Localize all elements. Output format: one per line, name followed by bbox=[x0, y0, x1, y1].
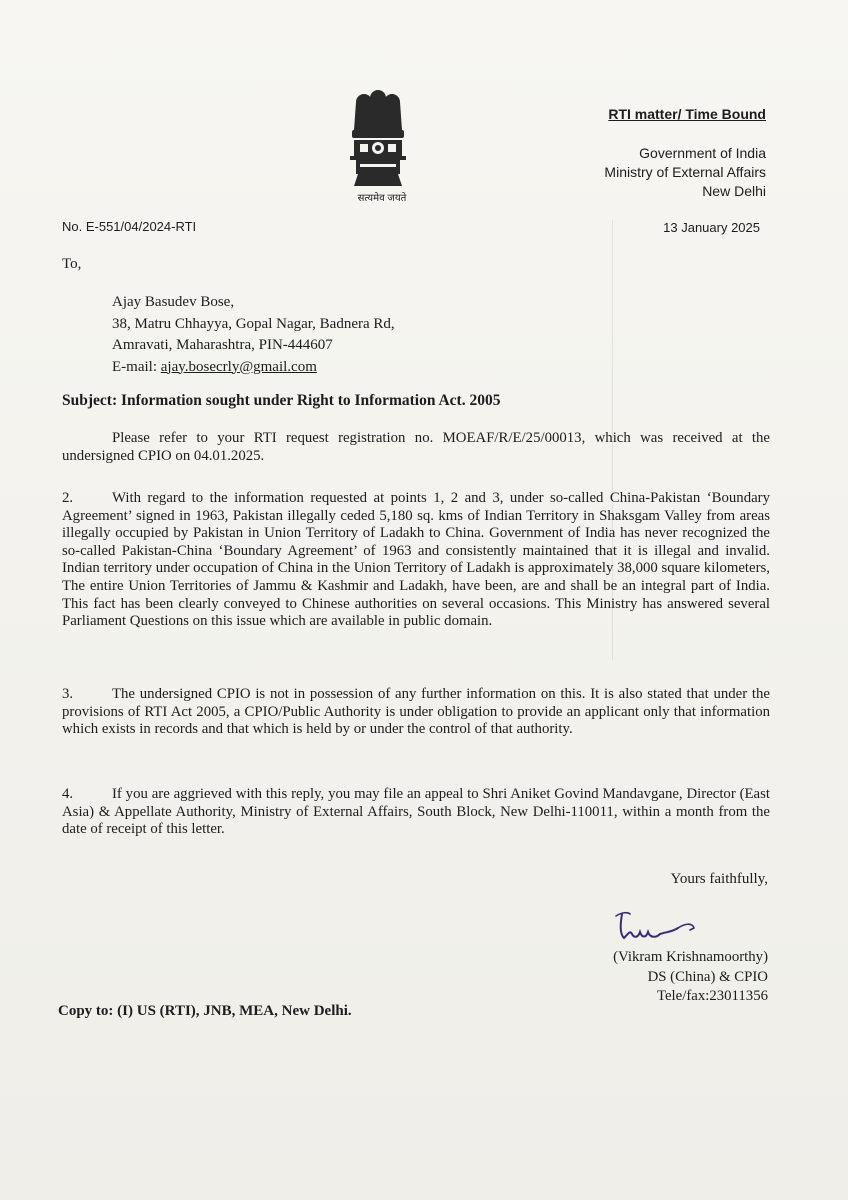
email-link[interactable]: ajay.bosecrly@gmail.com bbox=[160, 358, 317, 375]
paragraph-4 bbox=[62, 786, 770, 839]
issuing-organization bbox=[560, 144, 766, 201]
email-line bbox=[112, 357, 395, 379]
subject-line: Subject: Information sought under Right to Information Act. 2005 bbox=[62, 392, 501, 409]
paragraph-4-number: 4. bbox=[62, 786, 74, 802]
org-line-city: New Delhi bbox=[702, 183, 766, 199]
paragraph-2-number: 2. bbox=[62, 490, 74, 506]
address-line-1: 38, Matru Chhayya, Gopal Nagar, Badnera Rd, bbox=[112, 315, 395, 332]
emblem-motto: सत्यमेव जयते bbox=[357, 193, 407, 204]
salutation-to: To, bbox=[62, 256, 82, 272]
email-label: E-mail: bbox=[112, 358, 161, 375]
paragraph-2 bbox=[62, 490, 770, 631]
address-line-2: Amravati, Maharashtra, PIN-444607 bbox=[112, 337, 333, 353]
state-emblem-icon bbox=[338, 86, 418, 206]
paragraph-4-text: If you are aggrieved with this reply, you may file an appeal to Shri Aniket Govind Mandavgane, Director (East Asia) & Appellate Authority, Ministry of External Affairs, South Block, New Delhi-110011, within a month from the date of receipt of this letter. bbox=[62, 786, 770, 838]
paragraph-3-number: 3. bbox=[62, 686, 74, 702]
letter-date: 13 January 2025 bbox=[663, 220, 760, 235]
recipient-name: Ajay Basudev Bose, bbox=[112, 294, 235, 310]
org-line-ministry: Ministry of External Affairs bbox=[604, 164, 766, 180]
signatory-telefax: Tele/fax:23011356 bbox=[656, 988, 768, 1004]
paragraph-3-text: The undersigned CPIO is not in possession of any further information on this. It is also stated that under the provisions of RTI Act 2005, a CPIO/Public Authority is under obligation to provide an applicant only that information which exists in records and that which is held by or under the control of that authority. bbox=[62, 686, 770, 738]
paragraph-2-text: With regard to the information requested at points 1, 2 and 3, under so-called China-Pakistan ‘Boundary Agreement’ signed in 1963, Pakistan illegally ceded 5,180 sq. kms of Indian Territory in Shaksgam Valley from areas illegally occupied by Pakistan in Union Territory of Ladakh to China. Government of India has never recognized the so-called Pakistan-China ‘Boundary Agreement’ of 1963 and consistently maintained that it is illegal and invalid. Indian territory under occupation of China in the Union Territory of Ladakh is approximately 38,000 square kilometers, The entire Union Territories of Jammu & Kashmir and Ladakh, have been, are and shall be an integral part of India. This fact has been clearly conveyed to Chinese authorities on several occasions. This Ministry has answered several Parliament Questions on this issue which are available in public domain. bbox=[62, 490, 770, 630]
signatory-designation: DS (China) & CPIO bbox=[647, 968, 768, 985]
signatory-name: (Vikram Krishnamoorthy) bbox=[613, 949, 768, 965]
rti-matter-label: RTI matter/ Time Bound bbox=[608, 106, 766, 122]
paragraph-1: Please refer to your RTI request registration no. MOEAF/R/E/25/00013, which was received at the undersigned CPIO on 04.01.2025. bbox=[62, 430, 770, 464]
org-line-government: Government of India bbox=[639, 145, 766, 161]
recipient-address bbox=[112, 292, 395, 378]
copy-to-line: Copy to: (I) US (RTI), JNB, MEA, New Delhi. bbox=[58, 1003, 352, 1019]
closing-yours-faithfully: Yours faithfully, bbox=[670, 871, 768, 887]
paragraph-3 bbox=[62, 686, 770, 739]
handwritten-signature bbox=[612, 904, 708, 954]
signatory-block bbox=[560, 948, 768, 1007]
reference-number: No. E-551/04/2024-RTI bbox=[62, 219, 197, 234]
